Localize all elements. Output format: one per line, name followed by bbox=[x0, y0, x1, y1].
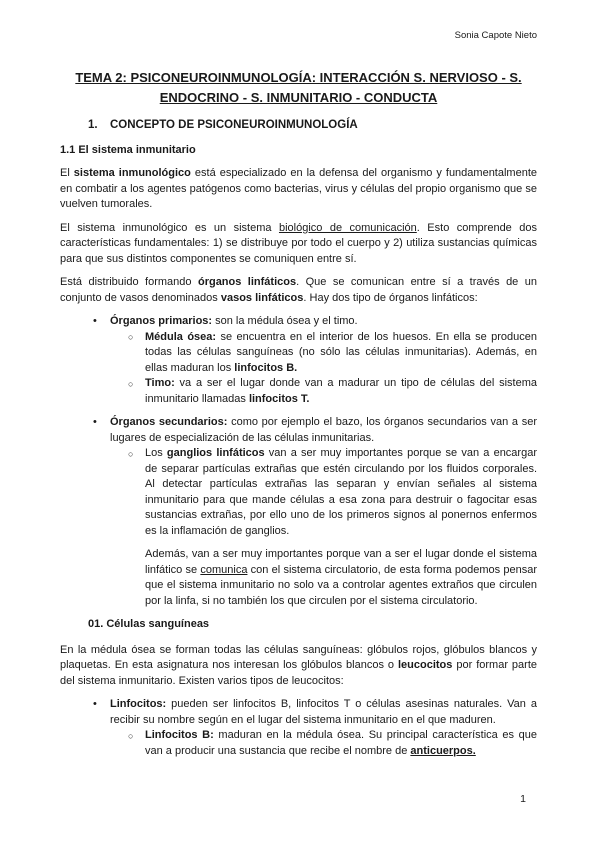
text-run: son la médula ósea y el timo. bbox=[212, 315, 358, 327]
text-run: maduran en la médula ósea. Su principal característica es que van a producir una sustancia que recibe el nombre de bbox=[145, 729, 537, 757]
text-run: Linfocitos B: bbox=[145, 729, 214, 741]
subsection-heading: 1.1 El sistema inmunitario bbox=[60, 144, 196, 156]
document-title-text: TEMA 2: PSICONEUROINMUNOLOGÍA: INTERACCIÓN S. NERVIOSO - S. ENDOCRINO - S. INMUNITARIO - CONDUCTA bbox=[75, 70, 522, 105]
text-run: como por ejemplo el bazo, los órganos secundarios van a ser lugares de especialización de las células inmunitarias. bbox=[110, 416, 537, 444]
text-run: El bbox=[60, 167, 74, 179]
text-run: Además, van a ser muy importantes porque van a ser el lugar donde el sistema linfático se bbox=[145, 548, 537, 576]
text-run: Los bbox=[145, 447, 167, 459]
text-run: comunica bbox=[200, 563, 248, 576]
text-run: Timo: bbox=[145, 377, 175, 389]
bullet-ganglios-linfaticos bbox=[60, 446, 537, 539]
circle-bullet-icon: ○ bbox=[128, 378, 134, 389]
disc-bullet-icon: • bbox=[93, 416, 97, 428]
text-run: . Esto comprende dos características fundamentales: 1) se distribuye por todo el cuerpo y 2) utiliza sustancias químicas para que sus distintos componentes se comuniquen entre sí. bbox=[60, 221, 537, 265]
text-run: con el sistema circulatorio, de esta forma podemos pensar que el sistema inmunitario no solo va a controlar agentes extraños que circulen por la linfa, si no también los que circulen por el sistema circulatorio. bbox=[145, 563, 537, 607]
text-run: se encuentra en el interior de los huesos. En ella se producen todas las células sanguíneas (no sólo las células inmunitarias). Además, en ellas maduran los bbox=[145, 330, 538, 374]
para-biologico-comunicacion bbox=[60, 221, 537, 268]
bullet-medula-osea bbox=[60, 330, 537, 377]
disc-bullet-icon: • bbox=[93, 698, 97, 710]
text-run: Órganos primarios: bbox=[110, 315, 213, 327]
disc-bullet-icon: • bbox=[93, 315, 97, 327]
text-run: Está distribuido formando bbox=[60, 276, 198, 288]
text-run: vasos linfáticos bbox=[220, 291, 304, 304]
text-run: va a ser el lugar donde van a madurar un tipo de células del sistema inmunitario llamadas bbox=[145, 377, 537, 405]
section-heading bbox=[88, 118, 537, 132]
text-run: biológico de comunicación bbox=[278, 221, 417, 234]
text-run: linfocitos B. bbox=[234, 361, 298, 374]
bullet-timo bbox=[60, 376, 537, 407]
document-title bbox=[71, 68, 526, 108]
text-run: linfocitos T. bbox=[248, 392, 310, 405]
text-run: por formar parte del sistema inmunitario. Existen varios tipos de leucocitos: bbox=[60, 659, 538, 687]
bullet-organos-primarios bbox=[60, 314, 537, 330]
page-number: 1 bbox=[520, 793, 526, 805]
text-run: van a ser muy importantes porque se van a encargar de separar partículas extrañas que estén circulando por los fluidos corporales. Al detectar partículas extrañas las separan y envían señales al sistema inmunitario para que mande células a esa zona para destruir o fagocitar esas sustancias extrañas, por ello uno de los primeros signos al ponernos enfermos es la inflamación de ganglios. bbox=[145, 447, 537, 537]
author-name: Sonia Capote Nieto bbox=[454, 30, 537, 41]
text-run: . Hay dos tipo de órganos linfáticos: bbox=[303, 291, 478, 304]
text-run: El sistema inmunológico es un sistema bbox=[60, 221, 279, 234]
text-run: anticuerpos. bbox=[410, 744, 476, 757]
text-run: órganos linfáticos bbox=[197, 276, 297, 288]
document-body bbox=[60, 166, 537, 759]
text-run: sistema inmunológico bbox=[73, 167, 191, 179]
text-run: ganglios linfáticos bbox=[166, 447, 265, 459]
bullet-linfocitos-b bbox=[60, 728, 537, 759]
circle-bullet-icon: ○ bbox=[128, 332, 134, 342]
bullet-linfocitos bbox=[60, 697, 537, 728]
text-run: En la médula ósea se forman todas las células sanguíneas: glóbulos rojos, glóbulos blancos y plaquetas. En esta asignatura nos interesan los glóbulos blancos o bbox=[60, 643, 537, 671]
para-sistema-inmunologico bbox=[60, 166, 537, 213]
para-ganglios-continuacion bbox=[60, 547, 537, 609]
text-run: Médula ósea: bbox=[145, 330, 217, 343]
section-title: CONCEPTO DE PSICONEUROINMUNOLOGÍA bbox=[110, 119, 358, 131]
text-run: Órganos secundarios: bbox=[110, 416, 228, 428]
circle-bullet-icon: ○ bbox=[128, 730, 134, 741]
circle-bullet-icon: ○ bbox=[128, 448, 134, 459]
section-number: 1. bbox=[88, 119, 98, 131]
text-run: pueden ser linfocitos B, linfocitos T o células asesinas naturales. Van a recibir su nombre según en el lugar del sistema inmunitario en el que maduren. bbox=[110, 698, 537, 726]
para-organos-linfaticos bbox=[60, 275, 537, 306]
text-run: Linfocitos: bbox=[110, 698, 167, 710]
para-medula-celulas bbox=[60, 643, 537, 690]
text-run: 01. Células sanguíneas bbox=[88, 618, 210, 630]
bullet-organos-secundarios bbox=[60, 415, 537, 446]
text-run: leucocitos bbox=[397, 659, 453, 671]
text-run: . Que se comunican entre sí a través de un conjunto de vasos denominados bbox=[60, 276, 537, 304]
text-run: está especializado en la defensa del organismo y fundamentalmente en combatir a los agentes patógenos como bacterias, virus y células del propio organismo que se vuelven tumorales. bbox=[60, 167, 538, 210]
heading-celulas-sanguineas bbox=[60, 617, 537, 633]
